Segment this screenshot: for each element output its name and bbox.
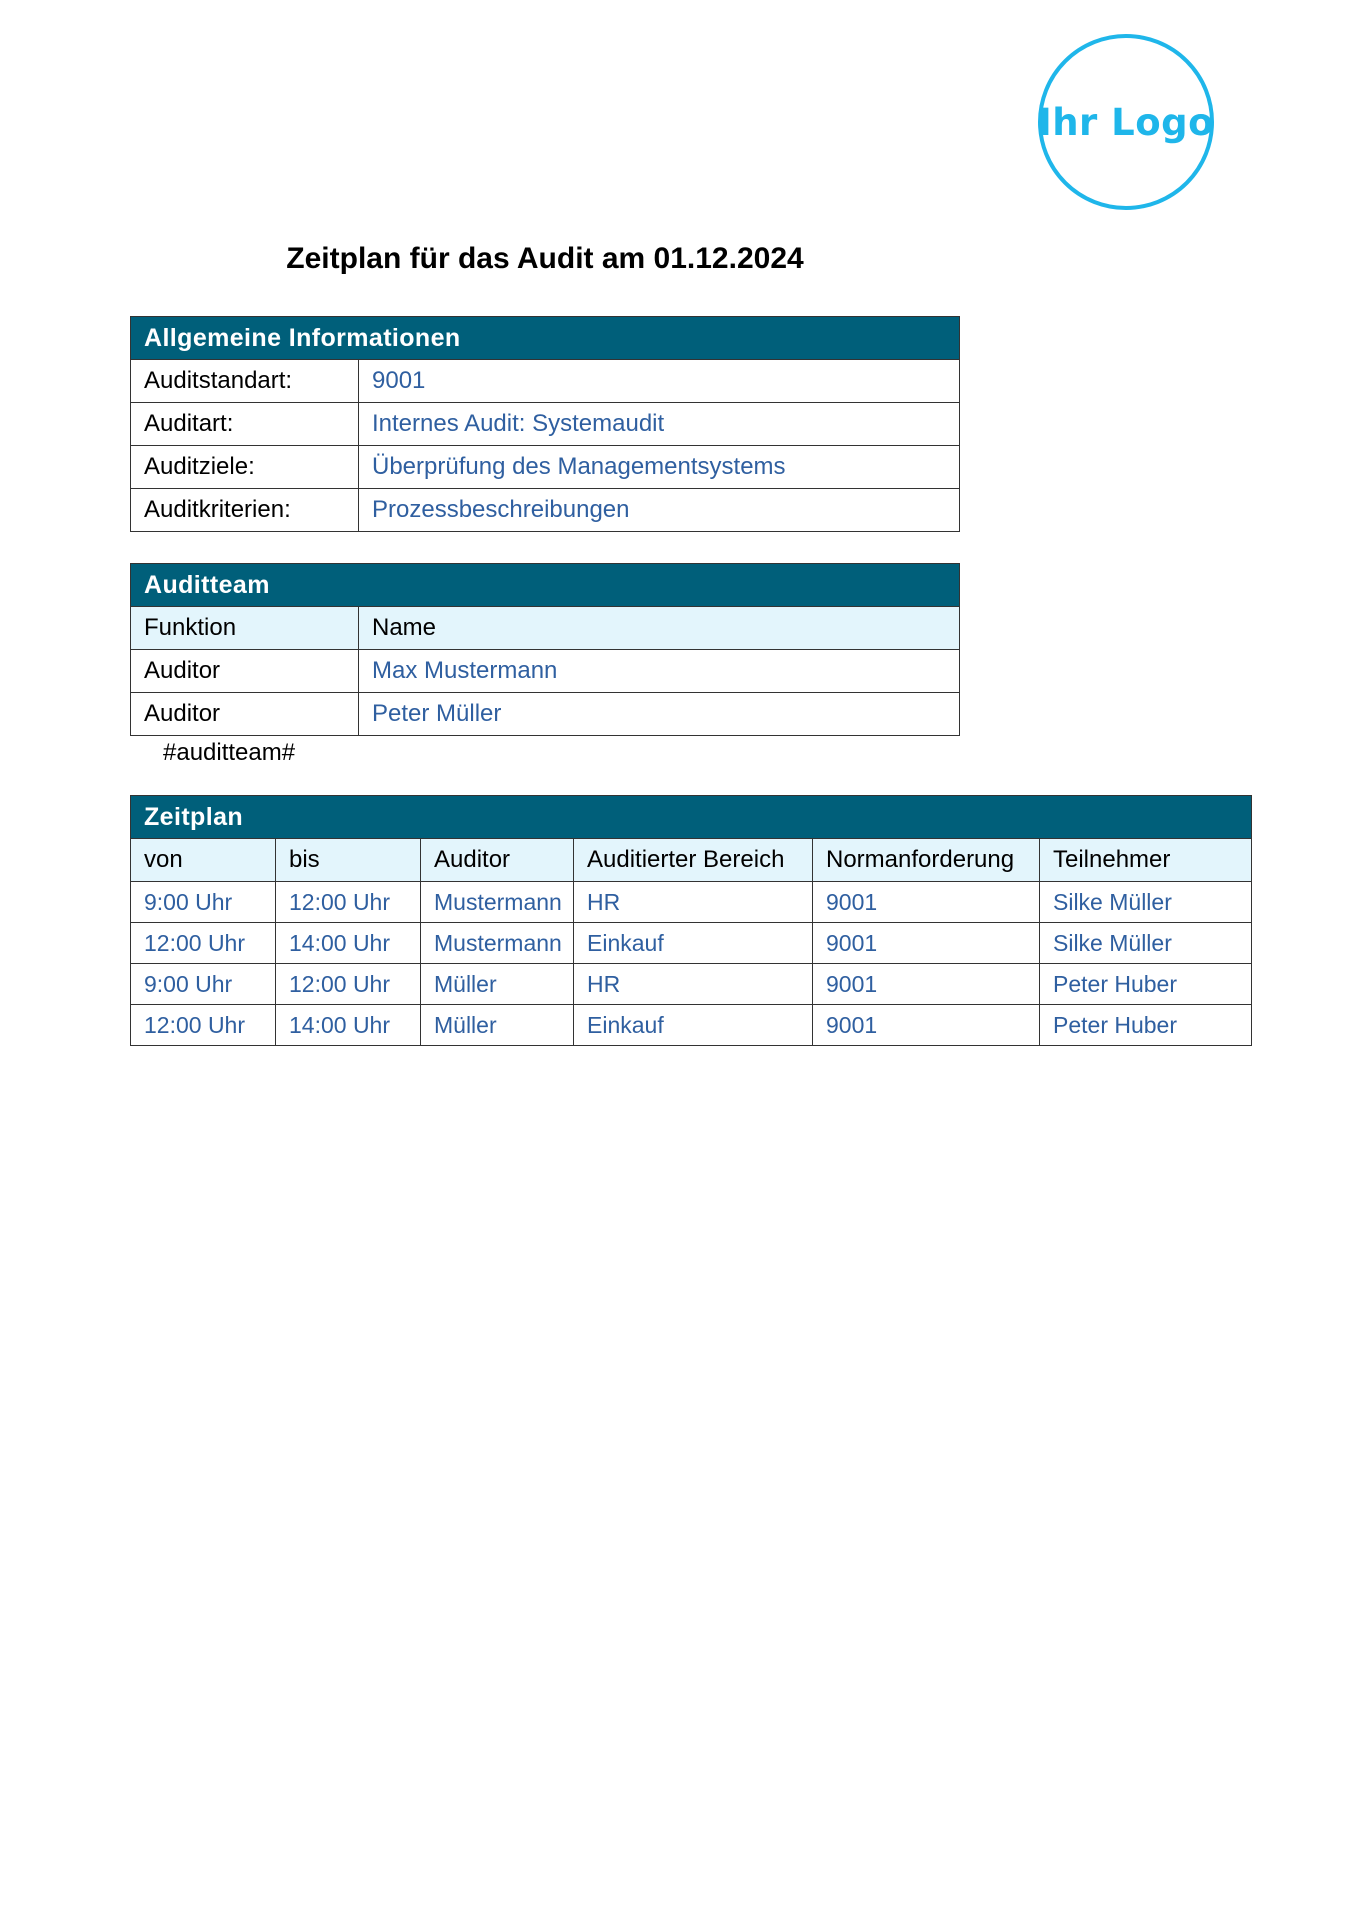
team-name: Peter Müller [359, 693, 960, 736]
logo [1038, 34, 1214, 210]
schedule-table [130, 795, 1252, 1046]
cell-auditor: Mustermann [421, 923, 574, 964]
table-row [131, 1005, 1252, 1046]
general-info-table [130, 316, 960, 532]
cell-teilnehmer: Silke Müller [1040, 882, 1252, 923]
cell-teilnehmer: Peter Huber [1040, 964, 1252, 1005]
cell-teilnehmer: Silke Müller [1040, 923, 1252, 964]
audit-team-placeholder: #auditteam# [163, 739, 296, 766]
cell-norm: 9001 [813, 964, 1040, 1005]
schedule-header: Zeitplan [131, 796, 1252, 839]
cell-auditor: Müller [421, 964, 574, 1005]
table-row [131, 403, 960, 446]
general-info-header: Allgemeine Informationen [131, 317, 960, 360]
cell-bereich: Einkauf [574, 923, 813, 964]
cell-bis: 14:00 Uhr [276, 923, 421, 964]
cell-norm: 9001 [813, 882, 1040, 923]
table-row [131, 489, 960, 532]
audit-team-table [130, 563, 960, 736]
column-header: bis [276, 839, 421, 882]
row-label: Auditart: [131, 403, 359, 446]
column-header: Auditierter Bereich [574, 839, 813, 882]
table-row [131, 964, 1252, 1005]
row-label: Auditkriterien: [131, 489, 359, 532]
column-header: Teilnehmer [1040, 839, 1252, 882]
row-value: Prozessbeschreibungen [359, 489, 960, 532]
audit-team-header: Auditteam [131, 564, 960, 607]
table-row [131, 882, 1252, 923]
column-header: Normanforderung [813, 839, 1040, 882]
cell-norm: 9001 [813, 1005, 1040, 1046]
column-header-row [131, 607, 960, 650]
cell-bereich: HR [574, 882, 813, 923]
row-value: Internes Audit: Systemaudit [359, 403, 960, 446]
cell-bereich: Einkauf [574, 1005, 813, 1046]
column-header: Name [359, 607, 960, 650]
cell-bis: 12:00 Uhr [276, 964, 421, 1005]
table-row [131, 650, 960, 693]
column-header: Funktion [131, 607, 359, 650]
row-label: Auditziele: [131, 446, 359, 489]
column-header: Auditor [421, 839, 574, 882]
row-value: Überprüfung des Managementsystems [359, 446, 960, 489]
table-row [131, 446, 960, 489]
page-title: Zeitplan für das Audit am 01.12.2024 [286, 242, 804, 275]
column-header-row [131, 839, 1252, 882]
table-row [131, 923, 1252, 964]
cell-auditor: Müller [421, 1005, 574, 1046]
cell-von: 9:00 Uhr [131, 882, 276, 923]
cell-norm: 9001 [813, 923, 1040, 964]
cell-von: 12:00 Uhr [131, 1005, 276, 1046]
cell-von: 12:00 Uhr [131, 923, 276, 964]
cell-von: 9:00 Uhr [131, 964, 276, 1005]
team-function: Auditor [131, 693, 359, 736]
column-header: von [131, 839, 276, 882]
row-value: 9001 [359, 360, 960, 403]
cell-bereich: HR [574, 964, 813, 1005]
cell-bis: 12:00 Uhr [276, 882, 421, 923]
logo-text: Ihr Logo [1037, 100, 1215, 144]
cell-bis: 14:00 Uhr [276, 1005, 421, 1046]
team-function: Auditor [131, 650, 359, 693]
team-name: Max Mustermann [359, 650, 960, 693]
cell-teilnehmer: Peter Huber [1040, 1005, 1252, 1046]
table-row [131, 360, 960, 403]
table-row [131, 693, 960, 736]
row-label: Auditstandart: [131, 360, 359, 403]
cell-auditor: Mustermann [421, 882, 574, 923]
